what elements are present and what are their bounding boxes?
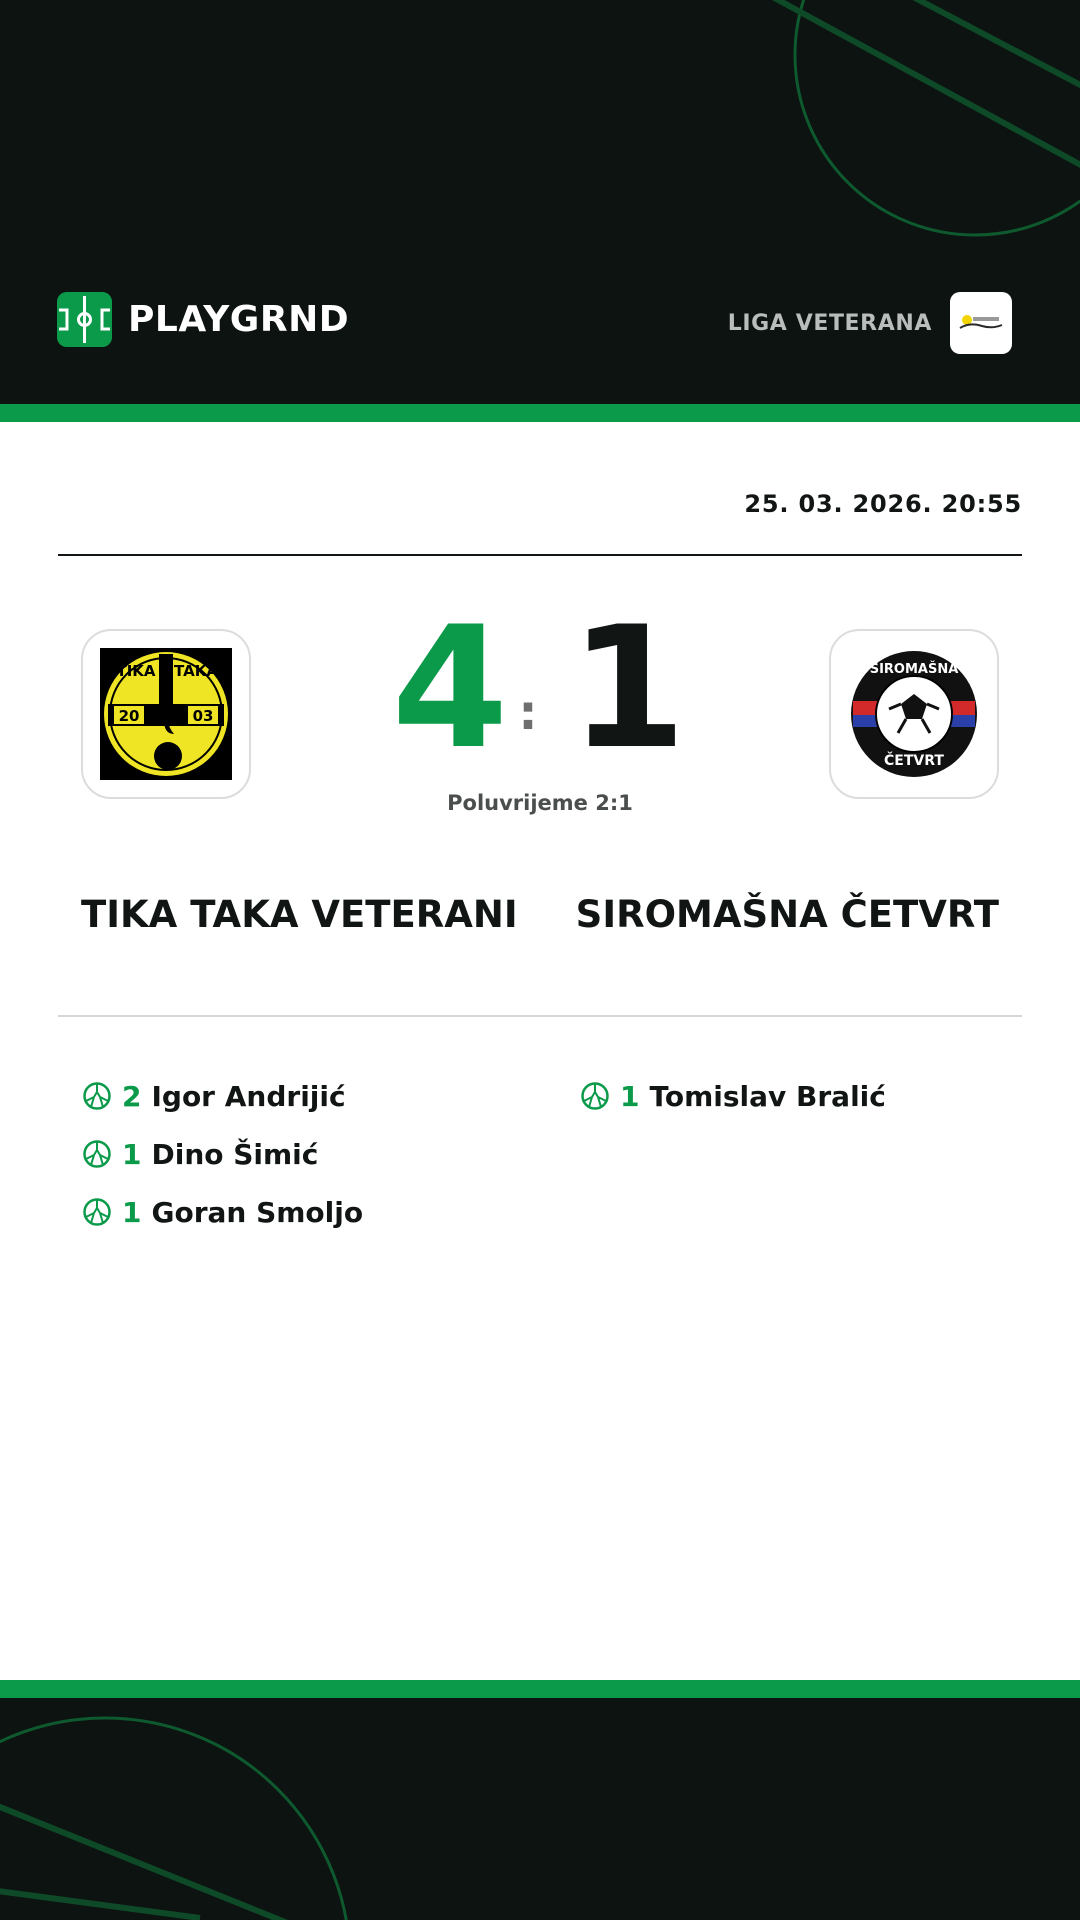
accent-bar-top — [0, 404, 1080, 422]
scorer-name: Dino Šimić — [151, 1137, 319, 1171]
football-icon — [82, 1197, 112, 1227]
svg-text:03: 03 — [192, 707, 214, 725]
away-score: 1 — [569, 590, 687, 786]
svg-text:TAKA: TAKA — [174, 662, 218, 680]
away-team-name: SIROMAŠNA ČETVRT — [575, 893, 999, 936]
suncity-logo — [950, 292, 1012, 354]
pitch-icon — [57, 292, 112, 347]
siromasna-cetvrt-crest — [849, 649, 979, 779]
home-score: 4 — [391, 590, 509, 786]
svg-text:SIROMAŠNA: SIROMAŠNA — [869, 662, 959, 677]
brand[interactable] — [57, 291, 349, 347]
scorer-row — [82, 1183, 363, 1241]
goal-count: 1 — [122, 1137, 142, 1171]
header-banner — [0, 0, 1080, 404]
scorer-row — [82, 1125, 363, 1183]
away-scorers — [580, 1067, 886, 1125]
goal-count: 2 — [122, 1079, 142, 1113]
brand-name: PLAYGRND — [128, 298, 350, 340]
tika-taka-crest — [100, 648, 232, 780]
match-datetime: 25. 03. 2026. 20:55 — [744, 490, 1022, 518]
footer-banner — [0, 1698, 1080, 1920]
svg-text:ČETVRT: ČETVRT — [884, 753, 944, 769]
home-team-name: TIKA TAKA VETERANI — [81, 893, 518, 936]
league-name: LIGA VETERANA — [727, 310, 932, 336]
score-separator: : — [518, 685, 538, 741]
scorer-name: Tomislav Bralić — [649, 1079, 886, 1113]
divider — [58, 1015, 1022, 1017]
svg-text:20: 20 — [118, 707, 140, 725]
goal-count: 1 — [620, 1079, 640, 1113]
league[interactable] — [728, 292, 1012, 354]
scorer-name: Goran Smoljo — [151, 1195, 364, 1229]
scorer-row — [580, 1067, 886, 1125]
football-icon — [580, 1081, 610, 1111]
goal-count: 1 — [122, 1195, 142, 1229]
home-team-logo[interactable] — [81, 629, 251, 799]
halftime-score: Poluvrijeme 2:1 — [447, 791, 633, 815]
divider — [58, 554, 1022, 556]
accent-bar-bottom — [0, 1680, 1080, 1698]
decorative-pitch-lines — [0, 1698, 1080, 1920]
football-icon — [82, 1139, 112, 1169]
scorer-row — [82, 1067, 363, 1125]
away-team-logo[interactable] — [829, 629, 999, 799]
svg-text:TIKA: TIKA — [116, 662, 156, 680]
scorer-name: Igor Andrijić — [151, 1079, 346, 1113]
scoreboard — [390, 590, 690, 786]
home-scorers — [82, 1067, 363, 1241]
football-icon — [82, 1081, 112, 1111]
